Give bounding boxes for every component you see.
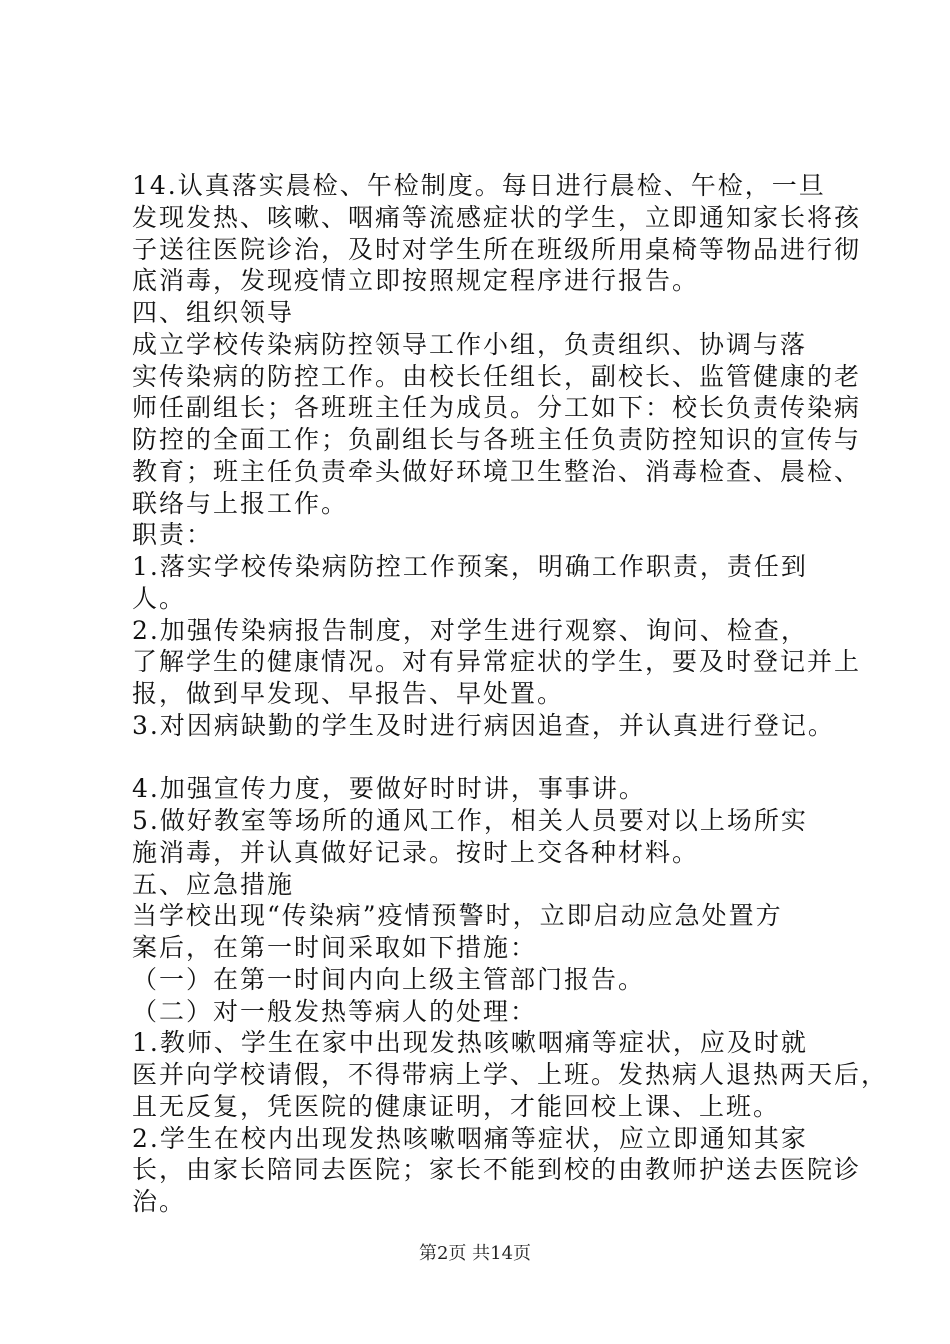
text-line: 2.加强传染病报告制度，对学生进行观察、询问、检查， [132,615,808,645]
text-line: （一）在第一时间内向上级主管部门报告。 [132,964,646,994]
text-line: （二）对一般发热等病人的处理： [132,996,538,1026]
text-line: 医并向学校请假，不得带病上学、上班。发热病人退热两天后， [132,1060,889,1090]
text-line: 成立学校传染病防控领导工作小组，负责组织、协调与落 [132,329,808,359]
text-line: 防控的全面工作；负副组长与各班主任负责防控知识的宣传与 [132,425,862,455]
text-line: 2.学生在校内出现发热咳嗽咽痛等症状，应立即通知其家 [132,1123,808,1153]
text-line: 14.认真落实晨检、午检制度。每日进行晨检、午检，一旦 [132,171,826,200]
text-line: 3.对因病缺勤的学生及时进行病因追查，并认真进行登记。 [132,710,835,740]
text-line: 长，由家长陪同去医院；家长不能到校的由教师护送去医院诊 [132,1155,862,1185]
text-line: 师任副组长；各班班主任为成员。分工如下：校长负责传染病 [132,393,862,423]
text-line: 治。 [132,1187,187,1217]
text-line: 底消毒，发现疫情立即按照规定程序进行报告。 [132,266,700,296]
text-line: 发现发热、咳嗽、咽痛等流感症状的学生，立即通知家长将孩 [132,202,862,232]
text-line: 联络与上报工作。 [132,488,349,518]
text-line: 报，做到早发现、早报告、早处置。 [132,679,565,709]
text-line: 子送往医院诊治，及时对学生所在班级所用桌椅等物品进行彻 [132,234,862,264]
text-line: 了解学生的健康情况。对有异常症状的学生，要及时登记并上 [132,647,862,677]
text-line: 5.做好教室等场所的通风工作，相关人员要对以上场所实 [132,806,808,836]
text-line: 1.落实学校传染病防控工作预案，明确工作职责，责任到 [132,552,808,582]
text-line: 五、应急措施 [132,869,295,899]
page-footer: 第2页 共14页 [418,1243,532,1264]
text-line: 人。 [132,583,187,613]
text-line: 四、组织领导 [132,298,295,328]
text-line: 施消毒，并认真做好记录。按时上交各种材料。 [132,837,700,867]
text-line: 且无反复，凭医院的健康证明，才能回校上课、上班。 [132,1091,781,1121]
text-line: 4.加强宣传力度，要做好时时讲，事事讲。 [132,774,646,804]
text-line: 1.教师、学生在家中出现发热咳嗽咽痛等症状，应及时就 [132,1028,808,1058]
text-line: 职责： [132,520,214,550]
text-line: 当学校出现“传染病”疫情预警时，立即启动应急处置方 [132,901,783,931]
text-line: 教育；班主任负责牵头做好环境卫生整治、消毒检查、晨检、 [132,456,862,486]
text-line: 实传染病的防控工作。由校长任组长，副校长、监管健康的老 [132,361,862,391]
text-line: 案后，在第一时间采取如下措施： [132,933,538,963]
